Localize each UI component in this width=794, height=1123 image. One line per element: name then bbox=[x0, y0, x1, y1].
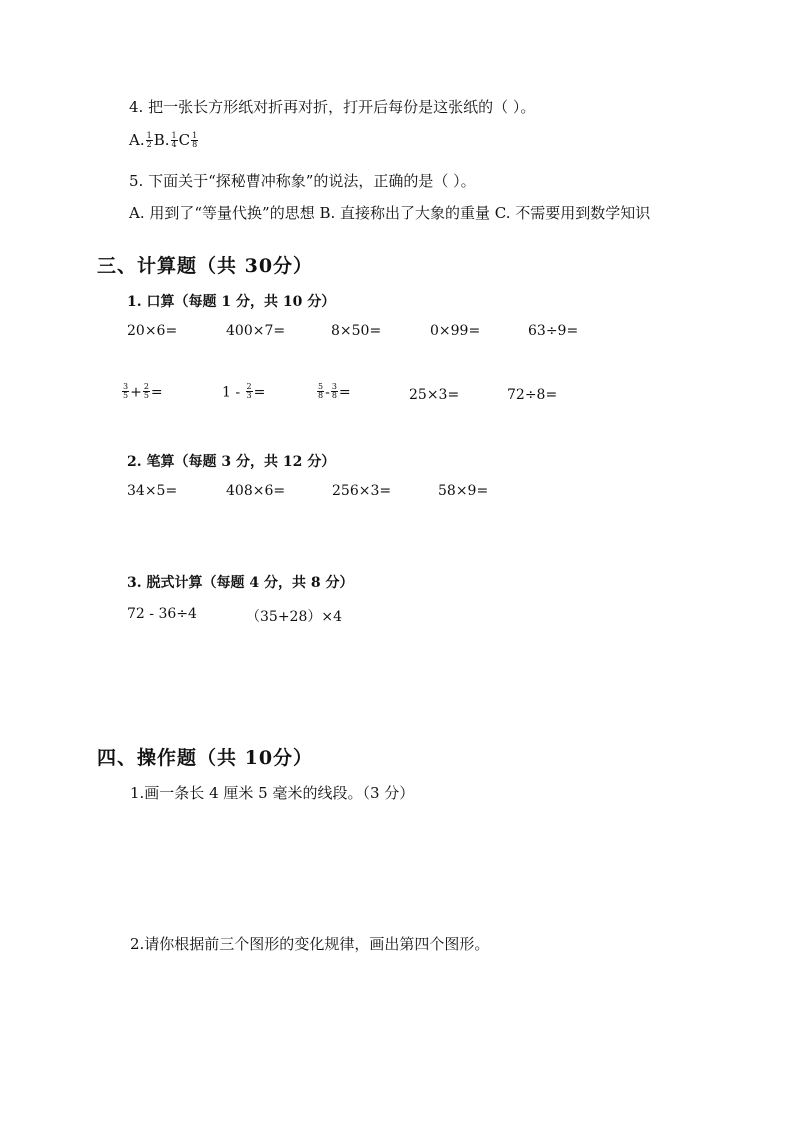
question-5-options: A. 用到了“等量代换”的思想 B. 直接称出了大象的重量 C. 不需要用到数学知识 bbox=[129, 204, 651, 222]
oral-item-4: 0×99= bbox=[430, 323, 481, 339]
oral-item-8: $\frac{5}{8}$ - $\frac{3}{8}$ = bbox=[318, 382, 351, 401]
oral-item-6: $\frac{3}{5}$ + $\frac{2}{5}$ = bbox=[123, 382, 163, 401]
written-calc-title: 2. 笔算（每题 3 分，共 12 分） bbox=[127, 454, 336, 470]
option-c-fraction: $\frac{1}{8}$ bbox=[192, 130, 198, 149]
question-4: 4. 把一张长方形纸对折再对折，打开后每份是这张纸的（ ）。 bbox=[129, 98, 536, 116]
oral-item-7: 1 - $\frac{2}{3}$ = bbox=[222, 382, 266, 401]
question-4-options bbox=[129, 131, 199, 150]
stepwise-item-1: 72 - 36÷4 bbox=[127, 606, 197, 622]
option-a-fraction: $\frac{1}{2}$ bbox=[146, 130, 152, 149]
stepwise-calc-title: 3. 脱式计算（每题 4 分，共 8 分） bbox=[127, 575, 354, 591]
question-5: 5. 下面关于“探秘曹冲称象”的说法，正确的是（ ）。 bbox=[129, 172, 476, 190]
option-b-fraction: $\frac{1}{4}$ bbox=[171, 130, 177, 149]
stepwise-item-2: （35+28）×4 bbox=[246, 609, 342, 625]
option-c-label: C bbox=[178, 131, 191, 149]
operation-question-1: 1.画一条长 4 厘米 5 毫米的线段。（3 分） bbox=[130, 784, 415, 802]
oral-item-9: 25×3= bbox=[409, 387, 460, 403]
written-item-1: 34×5= bbox=[127, 483, 178, 499]
written-item-2: 408×6= bbox=[226, 483, 286, 499]
written-item-4: 58×9= bbox=[438, 483, 489, 499]
operation-question-2: 2.请你根据前三个图形的变化规律，画出第四个图形。 bbox=[130, 935, 490, 953]
oral-item-1: 20×6= bbox=[127, 323, 178, 339]
section-4-title: 四、操作题（共 10分） bbox=[97, 747, 314, 769]
oral-item-2: 400×7= bbox=[226, 323, 286, 339]
option-b-label: B. bbox=[153, 131, 170, 149]
section-3-title: 三、计算题（共 30分） bbox=[97, 255, 314, 277]
written-item-3: 256×3= bbox=[332, 483, 392, 499]
option-a-label: A. bbox=[129, 131, 145, 149]
oral-item-10: 72÷8= bbox=[507, 387, 558, 403]
oral-item-3: 8×50= bbox=[331, 323, 382, 339]
oral-item-5: 63÷9= bbox=[528, 323, 579, 339]
oral-calc-title: 1. 口算（每题 1 分，共 10 分） bbox=[127, 294, 336, 310]
